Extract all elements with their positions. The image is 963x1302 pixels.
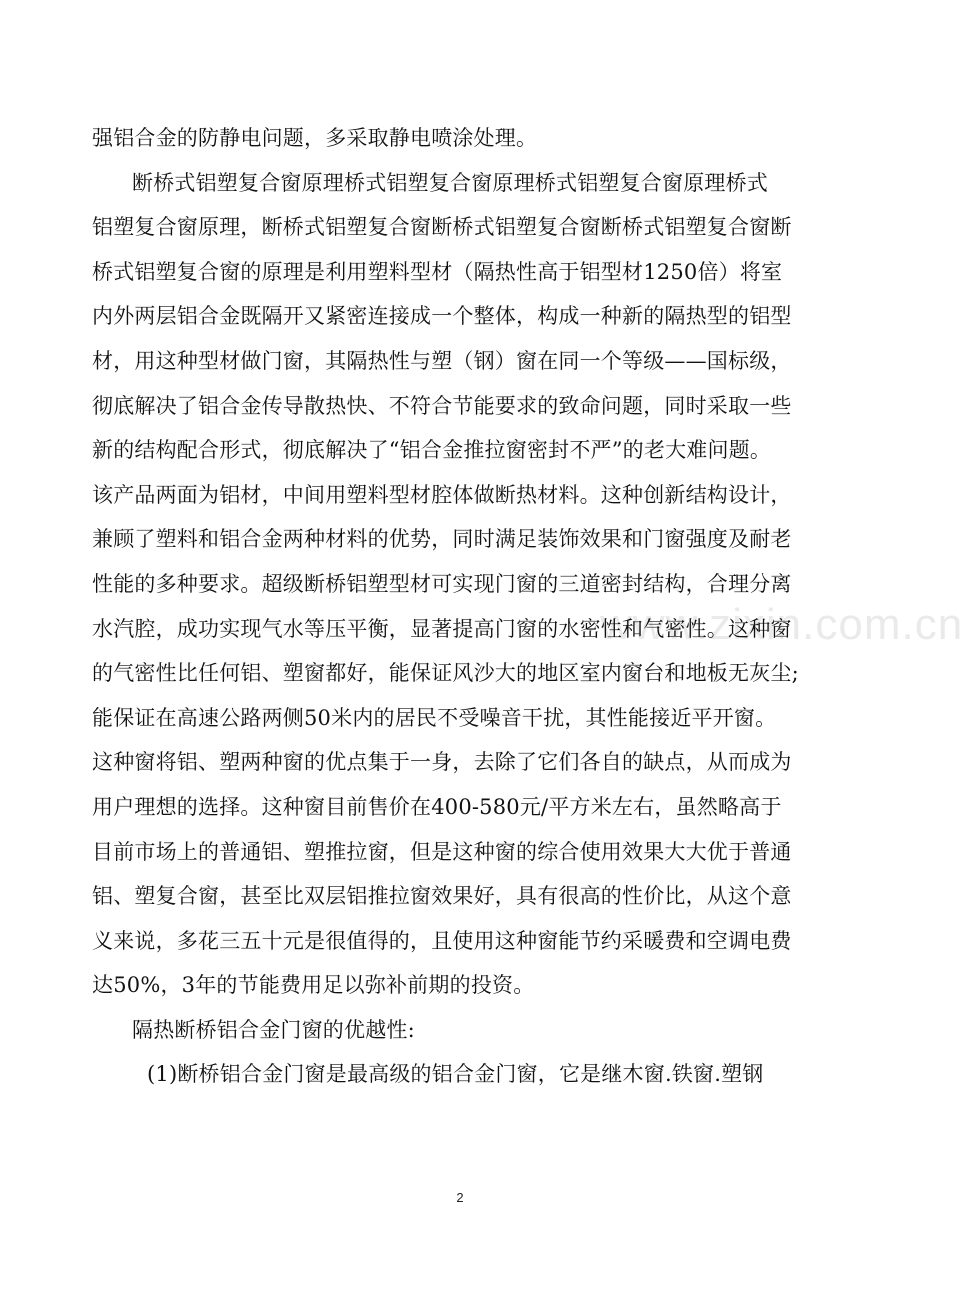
text-line: 水汽腔，成功实现气水等压平衡，显著提高门窗的水密性和气密性。这种窗 — [92, 616, 792, 641]
text-line: 性能的多种要求。超级断桥铝塑型材可实现门窗的三道密封结构，合理分离 — [92, 571, 792, 596]
page-number: 2 — [456, 1190, 464, 1205]
text-line: 强铝合金的防静电问题，多采取静电喷涂处理。 — [92, 126, 538, 150]
text-line: 用户理想的选择。这种窗目前售价在400-580元/平方米左右，虽然略高于 — [92, 794, 782, 819]
section-heading: 隔热断桥铝合金门窗的优越性: — [132, 1017, 415, 1042]
text-line: 内外两层铝合金既隔开又紧密连接成一个整体，构成一种新的隔热型的铝型 — [92, 304, 792, 329]
text-line: 铝塑复合窗原理，断桥式铝塑复合窗断桥式铝塑复合窗断桥式铝塑复合窗断 — [92, 215, 792, 240]
text-line: 彻底解决了铝合金传导散热快、不符合节能要求的致命问题，同时采取一些 — [92, 393, 792, 418]
text-line: 达50%，3年的节能费用足以弥补前期的投资。 — [92, 973, 535, 998]
text-line: 新的结构配合形式，彻底解决了“铝合金推拉窗密封不严”的老大难问题。 — [92, 438, 772, 463]
list-item: (1)断桥铝合金门窗是最高级的铝合金门窗，它是继木窗.铁窗.塑钢 — [147, 1062, 764, 1087]
text-line: 材，用这种型材做门窗，其隔热性与塑（钢）窗在同一个等级——国标级， — [92, 348, 792, 373]
text-line: 桥式铝塑复合窗的原理是利用塑料型材（隔热性高于铝型材1250倍）将室 — [92, 259, 783, 284]
text-line: 断桥式铝塑复合窗原理桥式铝塑复合窗原理桥式铝塑复合窗原理桥式 — [132, 170, 768, 195]
text-line: 铝、塑复合窗，甚至比双层铝推拉窗效果好，具有很高的性价比，从这个意 — [92, 884, 792, 909]
watermark: www.zixin.com.cn — [600, 600, 963, 649]
body-text — [92, 116, 812, 1097]
text-line: 的气密性比任何铝、塑窗都好，能保证风沙大的地区室内窗台和地板无灰尘; — [92, 661, 799, 686]
text-line: 能保证在高速公路两侧50米内的居民不受噪音干扰，其性能接近平开窗。 — [92, 705, 777, 730]
text-line: 兼顾了塑料和铝合金两种材料的优势，同时满足装饰效果和门窗强度及耐老 — [92, 527, 792, 552]
text-line: 这种窗将铝、塑两种窗的优点集于一身，去除了它们各自的缺点，从而成为 — [92, 750, 792, 775]
text-line: 义来说，多花三五十元是很值得的，且使用这种窗能节约采暖费和空调电费 — [92, 928, 792, 953]
text-line: 该产品两面为铝材，中间用塑料型材腔体做断热材料。这种创新结构设计， — [92, 482, 792, 507]
text-line: 目前市场上的普通铝、塑推拉窗，但是这种窗的综合使用效果大大优于普通 — [92, 839, 792, 864]
